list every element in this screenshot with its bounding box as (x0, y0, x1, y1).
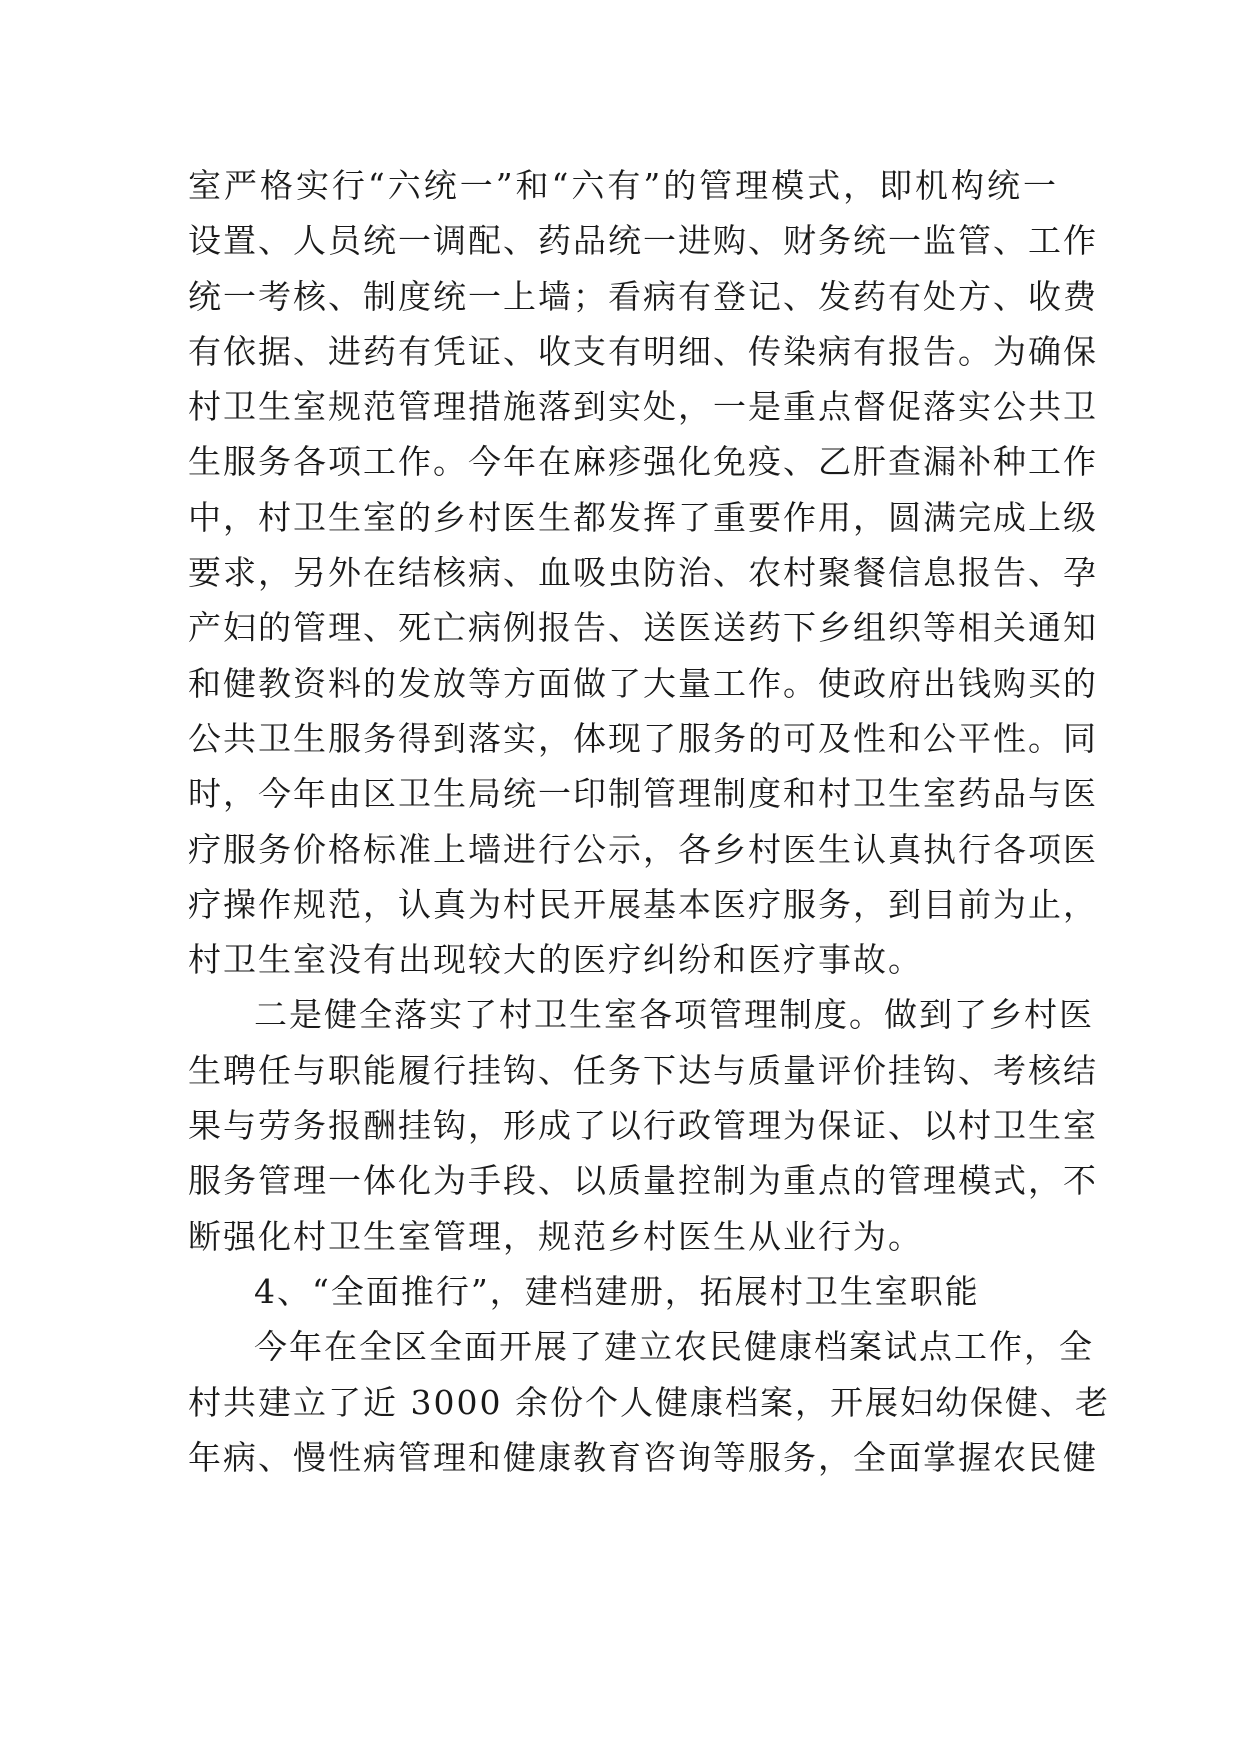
text-line: 统一考核、制度统一上墙；看病有登记、发药有处方、收费 (188, 276, 1098, 316)
text-line: 设置、人员统一调配、药品统一进购、财务统一监管、工作 (188, 221, 1098, 261)
text-line: 室严格实行“六统一”和“六有”的管理模式，即机构统一 (188, 166, 1058, 205)
text-line: 产妇的管理、死亡病例报告、送医送药下乡组织等相关通知 (188, 608, 1098, 648)
section-heading-text: 4、“全面推行”，建档建册，拓展村卫生室职能 (254, 1271, 980, 1311)
text-line: 村卫生室没有出现较大的医疗纠纷和医疗事故。 (188, 940, 923, 980)
text-line: 生服务各项工作。今年在麻疹强化免疫、乙肝查漏补种工作 (188, 442, 1098, 482)
text-line: 时，今年由区卫生局统一印制管理制度和村卫生室药品与医 (188, 774, 1098, 814)
text-line: 年病、慢性病管理和健康教育咨询等服务，全面掌握农民健 (188, 1437, 1098, 1477)
document-body (188, 158, 1110, 1485)
paragraph-village-clinic-management (188, 158, 1098, 987)
paragraph-management-system (188, 987, 1098, 1263)
text-line: 疗操作规范，认真为村民开展基本医疗服务，到目前为止， (188, 884, 1098, 924)
text-line: 要求，另外在结核病、血吸虫防治、农村聚餐信息报告、孕 (188, 553, 1098, 593)
text-line: 有依据、进药有凭证、收支有明细、传染病有报告。为确保 (188, 331, 1098, 371)
section-heading (188, 1264, 1058, 1319)
text-line: 今年在全区全面开展了建立农民健康档案试点工作，全 (254, 1327, 1094, 1367)
text-line: 服务管理一体化为手段、以质量控制为重点的管理模式，不 (188, 1161, 1098, 1201)
text-line: 二是健全落实了村卫生室各项管理制度。做到了乡村医 (254, 995, 1094, 1035)
text-line: 村卫生室规范管理措施落到实处，一是重点督促落实公共卫 (188, 387, 1098, 427)
text-line: 和健教资料的发放等方面做了大量工作。使政府出钱购买的 (188, 663, 1098, 703)
text-line: 果与劳务报酬挂钩，形成了以行政管理为保证、以村卫生室 (188, 1106, 1098, 1146)
text-line: 村共建立了近 3000 余份个人健康档案，开展妇幼保健、老 (188, 1382, 1110, 1422)
text-line: 断强化村卫生室管理，规范乡村医生从业行为。 (188, 1216, 923, 1256)
text-line: 公共卫生服务得到落实，体现了服务的可及性和公平性。同 (188, 718, 1098, 758)
text-line: 生聘任与职能履行挂钩、任务下达与质量评价挂钩、考核结 (188, 1050, 1098, 1090)
text-line: 疗服务价格标准上墙进行公示，各乡村医生认真执行各项医 (188, 829, 1098, 869)
paragraph-health-records (188, 1319, 1110, 1485)
text-line: 中，村卫生室的乡村医生都发挥了重要作用，圆满完成上级 (188, 497, 1098, 537)
